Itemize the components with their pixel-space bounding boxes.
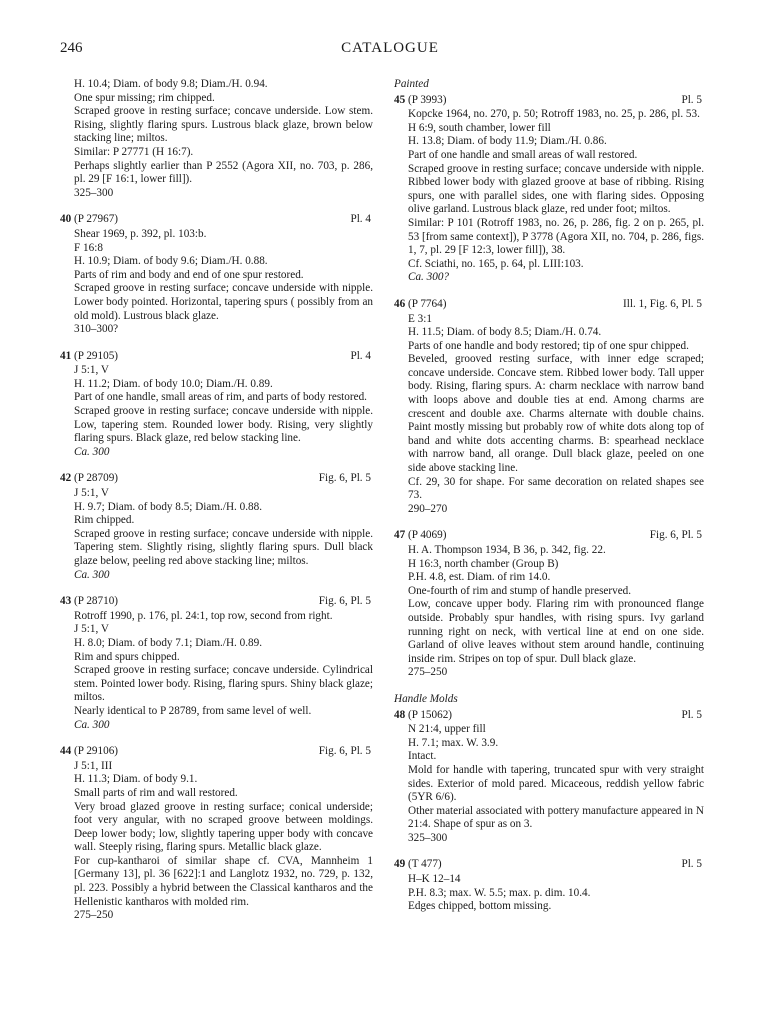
entry-heading [394, 529, 704, 543]
running-head: CATALOGUE [341, 40, 439, 56]
entry-text: One spur missing; rim chipped. [74, 91, 215, 104]
entry-number: 42 [60, 472, 72, 485]
right-column [394, 78, 704, 914]
entry-text: H. 8.0; Diam. of body 7.1; Diam./H. 0.89. [74, 636, 262, 649]
entry-text: P.H. 8.3; max. W. 5.5; max. p. dim. 10.4. [408, 886, 591, 899]
entry-text: H. 13.8; Diam. of body 11.9; Diam./H. 0.86. [408, 135, 607, 148]
entry-heading [60, 745, 373, 759]
entry-heading [60, 350, 373, 364]
entry-text: Rim and spurs chipped. [74, 650, 180, 663]
entry-date: 325–300 [74, 186, 114, 199]
entry-text: One-fourth of rim and stump of handle preserved. [408, 584, 632, 597]
entry-number: 46 [394, 297, 406, 310]
entry-text: For cup-kantharoi of similar shape cf. CVA, Mannheim 1 [Germany 13], pl. 36 [622]:1 and Langlotz 1932, no. 729, p. 132, pl. 223. Possibly a hybrid between the Classical kantharos and the Hellenistic kantharos with molded rim. [74, 854, 373, 908]
entry-date: 290–270 [408, 502, 448, 515]
entry-number: 43 [60, 595, 72, 608]
entry-text: Cf. 29, 30 for shape. For same decoration on related shapes see 73. [408, 475, 704, 502]
entry-text: Rim chipped. [74, 514, 135, 527]
inventory-number: (P 28709) [73, 472, 119, 485]
left-column [60, 78, 373, 923]
inventory-number: (P 29106) [73, 745, 119, 758]
entry-text: H. 7.1; max. W. 3.9. [408, 736, 499, 749]
plate-reference: Fig. 6, Pl. 5 [649, 529, 702, 542]
entry-48 [394, 709, 704, 846]
entry-text: H. A. Thompson 1934, B 36, p. 342, fig. 22. [408, 544, 606, 556]
entry-text: Small parts of rim and wall restored. [74, 786, 238, 799]
entry-heading [60, 595, 373, 609]
entry-number: 44 [60, 745, 72, 758]
entry-text: N 21:4, upper fill [408, 723, 486, 736]
entry-text: H. 11.2; Diam. of body 10.0; Diam./H. 0.89. [74, 377, 273, 390]
entry-description: Mold for handle with tapering, truncated spur with very straight sides. Exterior of mold pared. Micaceous, reddish yellow fabric (5YR 6/6). [408, 763, 704, 804]
entry-47 [394, 529, 704, 680]
entry-text: E 3:1 [408, 312, 432, 325]
section-title-painted: Painted [394, 78, 429, 90]
section-title-handle-molds: Handle Molds [394, 692, 458, 705]
entry-text: Part of one handle, small areas of rim, and parts of body restored. [74, 391, 367, 404]
entry-date: 275–250 [408, 666, 448, 679]
inventory-number: (P 28710) [73, 595, 119, 608]
entry-heading [394, 858, 704, 872]
entry-text: J 5:1, V [74, 487, 109, 500]
entry-text: Other material associated with pottery manufacture appeared in N 21:4. Shape of spur as on 3. [408, 804, 704, 831]
entry-text: Rotroff 1990, p. 176, pl. 24:1, top row, second from right. [74, 609, 333, 622]
entry-number: 49 [394, 858, 406, 871]
entry-number: 47 [394, 529, 406, 542]
entry-text: Part of one handle and small areas of wall restored. [408, 148, 638, 161]
entry-40 [60, 213, 373, 336]
entry-heading [394, 298, 704, 312]
plate-reference: Fig. 6, Pl. 5 [318, 595, 371, 608]
entry-text: Kopcke 1964, no. 270, p. 50; Rotroff 1983, no. 25, p. 286, pl. 53. [408, 108, 700, 121]
entry-number: 40 [60, 213, 72, 226]
entry-text: Shear 1969, p. 392, pl. 103:b. [74, 227, 207, 240]
entry-46 [394, 298, 704, 517]
plate-reference: Pl. 4 [350, 349, 371, 362]
inventory-number: (P 3993) [407, 93, 447, 106]
entry-text: H–K 12–14 [408, 873, 461, 886]
entry-text: J 5:1, V [74, 623, 109, 636]
inventory-number: (P 15062) [407, 708, 453, 721]
entry-text: Perhaps slightly earlier than P 2552 (Agora XII, no. 703, p. 286, pl. 29 [F 16:1, lower fill]). [74, 159, 373, 186]
plate-reference: Pl. 4 [350, 213, 371, 226]
entry-heading [394, 709, 704, 723]
inventory-number: (P 27967) [73, 213, 119, 226]
entry-text: H. 11.3; Diam. of body 9.1. [74, 773, 198, 786]
entry-text: H 6:9, south chamber, lower fill [408, 121, 551, 134]
entry-description: Scraped groove in resting surface; concave underside. Cylindrical stem. Pointed lower body. Rising, flaring spurs. Shiny black glaze; miltos. [74, 664, 373, 704]
entry-text: J 5:1, V [74, 364, 109, 377]
entry-text: Edges chipped, bottom missing. [408, 900, 552, 913]
entry-text: Intact. [408, 750, 437, 763]
entry-date: Ca. 300 [74, 718, 110, 731]
entry-description: Low, concave upper body. Flaring rim with pronounced flange outside. Probably spur handles, with rising spurs. Ivy garland running right on neck, with vertical line at end on one side. Garland of olive leaves without stem around handle, continuing inside rim. Stripes on top of spur. Dull black glaze. [408, 598, 704, 665]
entry-description: Scraped groove in resting surface; concave underside with nipple. Tapering stem. Slightly rising, slightly flaring spurs. Dull black glaze below, peeling red above stacking line; miltos. [74, 527, 373, 567]
plate-reference: Pl. 5 [681, 708, 702, 721]
entry-text: H. 10.4; Diam. of body 9.8; Diam./H. 0.94. [74, 78, 268, 90]
entry-text: Similar: P 101 (Rotroff 1983, no. 26, p. 286, fig. 2 on p. 265, pl. 53 [from same context]), P 3778 (Agora XII, no. 704, p. 286, figs. 1, 7, pl. 29 [F 12:3, lower fill]), 38. [408, 216, 704, 257]
entry-text: J 5:1, III [74, 759, 113, 772]
entry-heading [60, 213, 373, 227]
page-header [60, 40, 720, 60]
entry-heading [394, 94, 704, 108]
entry-description: Scraped groove in resting surface; concave underside with nipple. Low, tapering stem. Rounded lower body. Rising, very slightly flaring spurs. Black glaze, red below stacking line. [74, 405, 373, 445]
entry-text: Parts of rim and body and end of one spur restored. [74, 268, 304, 281]
plate-reference: Pl. 5 [681, 93, 702, 106]
entry-date: 275–250 [74, 909, 114, 922]
entry-date: Ca. 300 [74, 568, 110, 581]
plate-reference: Fig. 6, Pl. 5 [318, 745, 371, 758]
entry-text: F 16:8 [74, 241, 103, 254]
inventory-number: (P 29105) [73, 349, 119, 362]
entry-text: Similar: P 27771 (H 16:7). [74, 145, 194, 158]
entry-text: Nearly identical to P 28789, from same level of well. [74, 704, 312, 717]
entry-date: 310–300? [74, 323, 119, 336]
entry-date: Ca. 300 [74, 445, 110, 458]
entry-41 [60, 350, 373, 460]
entry-description: Scraped groove in resting surface; concave underside with nipple. Ribbed lower body with glazed groove at base of ribbing. Rising spurs, one with parallel sides, one with flaring sides. Opposing olive garland. Lustrous black glaze, red under foot; miltos. [408, 162, 704, 216]
entry-number: 45 [394, 93, 406, 106]
plate-reference: Pl. 5 [681, 858, 702, 871]
entry-43 [60, 595, 373, 732]
entry-42 [60, 472, 373, 582]
entry-number: 48 [394, 708, 406, 721]
entry-text: H. 10.9; Diam. of body 9.6; Diam./H. 0.88. [74, 255, 268, 268]
entry-49 [394, 858, 704, 913]
entry-45 [394, 94, 704, 285]
entry-description: Beveled, grooved resting surface, with inner edge scraped; concave underside. Concave stem. Ribbed lower body. Tall upper body. Rising, flaring spurs. A: charm necklace with narrow band with loops above and double ties at end. Among charms are crescent and double axe. Charms alternate with double chains. Paint mostly missing but probably row of white dots along top of band and white dots accenting charms. B: spearhead necklace with narrow band, all orange. Dull black glaze, peeled on one side above stacking line. [408, 353, 704, 475]
plate-reference: Ill. 1, Fig. 6, Pl. 5 [623, 297, 702, 310]
entry-text: Parts of one handle and body restored; tip of one spur chipped. [408, 339, 689, 352]
inventory-number: (P 4069) [407, 529, 447, 542]
entry-text: H. 9.7; Diam. of body 8.5; Diam./H. 0.88. [74, 500, 262, 513]
entry-date: 325–300 [408, 831, 448, 844]
entry-text: H 16:3, north chamber (Group B) [408, 557, 559, 570]
entry-text: H. 11.5; Diam. of body 8.5; Diam./H. 0.74. [408, 326, 602, 339]
entry-text: Scraped groove in resting surface; concave underside. Low stem. Rising, slightly flaring spurs. Lustrous black glaze, brown below stacking line; miltos. [74, 105, 373, 145]
entry-44 [60, 745, 373, 923]
entry-description: Scraped groove in resting surface; concave underside with nipple. Lower body pointed. Horizontal, tapering spurs ( possibly from an old mold). Lustrous black glaze. [74, 282, 373, 322]
inventory-number: (P 7764) [407, 297, 447, 310]
entry-date: Ca. 300? [408, 271, 450, 284]
entry-text: Cf. Sciathi, no. 165, p. 64, pl. LIII:103. [408, 257, 584, 270]
entry-description: Very broad glazed groove in resting surface; conical underside; foot very angular, with no scraped groove between moldings. Deep lower body; low, slightly tapering upper body with concave wall. Steeply rising, flaring spurs. Metallic black glaze. [74, 800, 373, 854]
page-number: 246 [60, 40, 83, 56]
inventory-number: (T 477) [407, 858, 442, 871]
entry-39-continued [60, 78, 373, 200]
entry-text: P.H. 4.8, est. Diam. of rim 14.0. [408, 571, 551, 584]
entry-heading [60, 472, 373, 486]
plate-reference: Fig. 6, Pl. 5 [318, 472, 371, 485]
entry-number: 41 [60, 349, 72, 362]
